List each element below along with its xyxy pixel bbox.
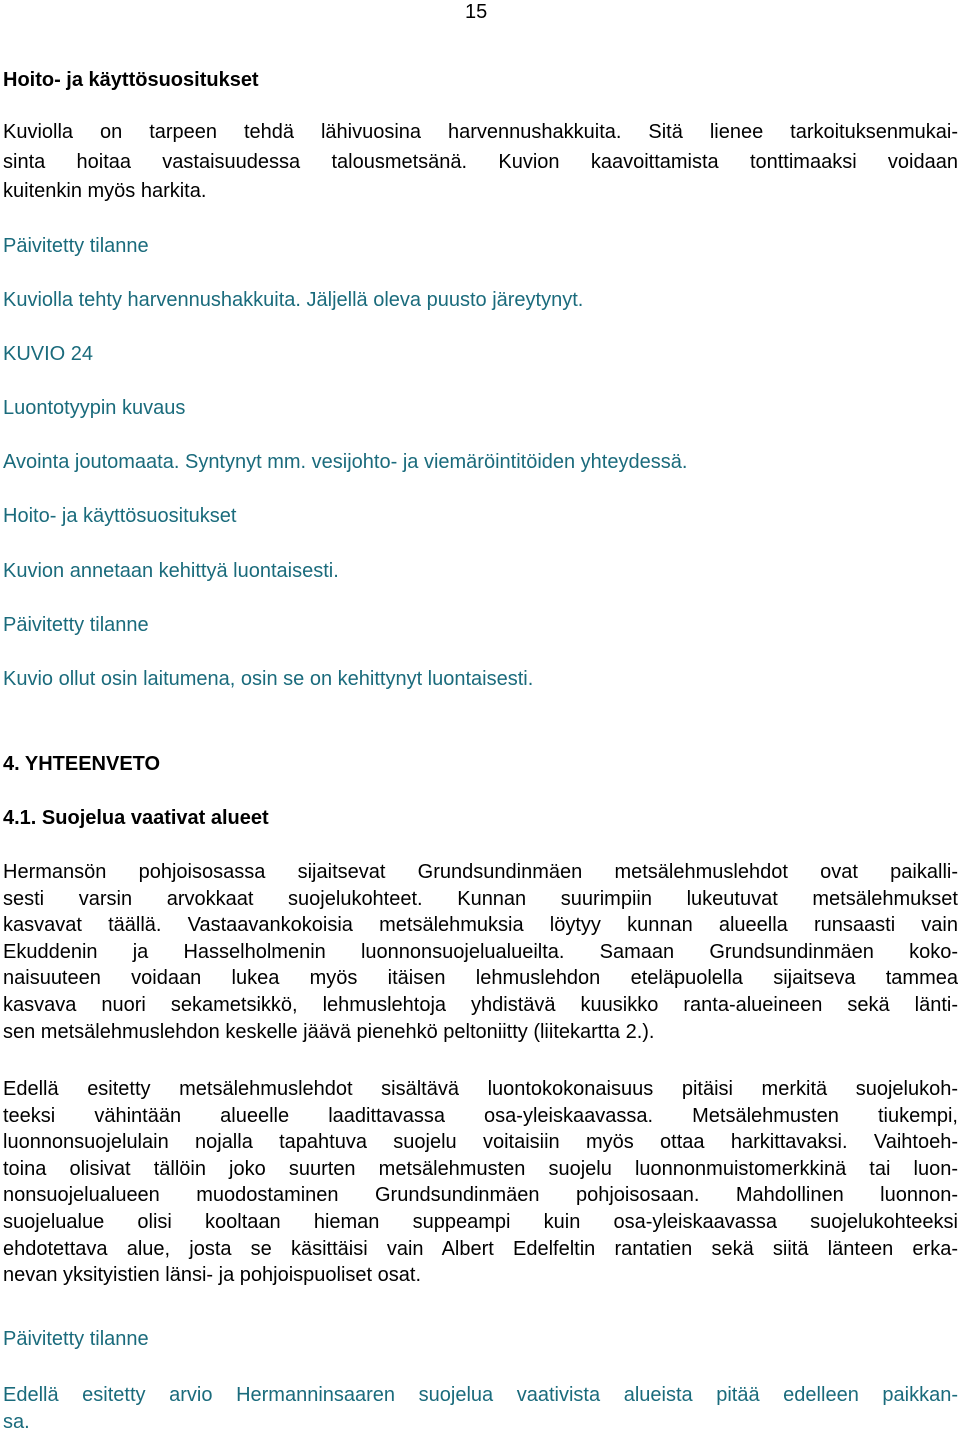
updated-status-text: Kuviolla tehty harvennushakkuita. Jäljellä oleva puusto järeytynyt. (3, 289, 584, 311)
kuvio-24-care-heading: Hoito- ja käyttösuositukset (3, 505, 237, 527)
habitat-description-text: Avointa joutomaata. Syntynyt mm. vesijohto- ja viemäröintitöiden yhteydessä. (3, 451, 688, 473)
paragraph-line: Hermansön pohjoisosassa sijaitsevat Grundsundinmäen metsälehmuslehdot ovat paikalli- (3, 861, 958, 883)
paragraph-line: sa. (3, 1410, 30, 1433)
section-4-updated-text (3, 1382, 958, 1435)
paragraph-line: Ekuddenin ja Hasselholmenin luonnonsuojelualueilta. Samaan Grundsundinmäen koko- (3, 940, 958, 963)
kuvio-24-title: KUVIO 24 (3, 343, 94, 365)
paragraph-line: Edellä esitetty metsälehmuslehdot sisältävä luontokokonaisuus pitäisi merkitä suojelukoh- (3, 1078, 958, 1100)
protection-areas-paragraph-1 (3, 859, 958, 1045)
paragraph-line: suojelualue olisi kooltaan hieman suppeampi kuin osa-yleiskaavassa suojelukohteeksi (3, 1210, 958, 1233)
kuvio-24-care-text: Kuvion annetaan kehittyä luontaisesti. (3, 560, 339, 582)
paragraph-line: sen metsälehmuslehdon keskelle jäävä pienehkö peltoniitty (liitekartta 2.). (3, 1020, 655, 1043)
paragraph-line: Edellä esitetty arvio Hermanninsaaren suojelua vaativista alueista pitää edelleen paikkan- (3, 1384, 958, 1406)
paragraph-line: teeksi vähintään alueelle laadittavassa osa-yleiskaavassa. Metsälehmusten tiukempi, (3, 1104, 958, 1127)
protection-areas-paragraph-2 (3, 1076, 958, 1289)
paragraph-line: naisuuteen voidaan lukea myös itäisen lehmuslehdon eteläpuolella sijaitseva tammea (3, 967, 958, 990)
paragraph-line: Kuviolla on tarpeen tehdä lähivuosina harvennushakkuita. Sitä lienee tarkoituksenmukai- (3, 121, 958, 143)
care-recommendations-paragraph (3, 118, 958, 207)
paragraph-line: toina olisivat tällöin joko suurten metsälehmusten suojelu luonnonmuistomerkkinä tai luon- (3, 1157, 958, 1180)
paragraph-line: kuitenkin myös harkita. (3, 180, 207, 202)
paragraph-line: luonnonsuojelulain nojalla tapahtuva suojelu voitaisiin myös ottaa harkittavaksi. Vaihtoeh- (3, 1131, 958, 1154)
paragraph-line: ehdotettava alue, josta se käsittäisi vain Albert Edelfeltin rantatien sekä siitä länteen erka- (3, 1237, 958, 1260)
habitat-description-heading: Luontotyypin kuvaus (3, 397, 186, 419)
section-4-title: 4. YHTEENVETO (3, 753, 161, 775)
care-recommendations-heading: Hoito- ja käyttösuositukset (3, 69, 259, 91)
page-number: 15 (465, 1, 488, 23)
kuvio-24-updated-heading: Päivitetty tilanne (3, 614, 149, 636)
paragraph-line: sinta hoitaa vastaisuudessa talousmetsänä. Kuvion kaavoittamista tonttimaaksi voidaan (3, 150, 958, 173)
section-4-updated-heading: Päivitetty tilanne (3, 1328, 149, 1350)
paragraph-line: kasvavat täällä. Vastaavankokoisia metsälehmuksia löytyy kunnan alueella runsaasti vain (3, 914, 958, 937)
section-4-1-title: 4.1. Suojelua vaativat alueet (3, 807, 269, 829)
paragraph-line: nevan yksityistien länsi- ja pohjoispuoliset osat. (3, 1264, 421, 1287)
updated-status-heading: Päivitetty tilanne (3, 235, 149, 257)
kuvio-24-updated-text: Kuvio ollut osin laitumena, osin se on kehittynyt luontaisesti. (3, 668, 534, 690)
paragraph-line: nonsuojelualueen muodostaminen Grundsundinmäen pohjoisosaan. Mahdollinen luonnon- (3, 1184, 958, 1207)
paragraph-line: kasvava nuori sekametsikkö, lehmuslehtoja yhdistävä kuusikko ranta-alueineen sekä länti- (3, 993, 958, 1016)
paragraph-line: sesti varsin arvokkaat suojelukohteet. Kunnan suurimpiin lukeutuvat metsälehmukset (3, 887, 958, 910)
